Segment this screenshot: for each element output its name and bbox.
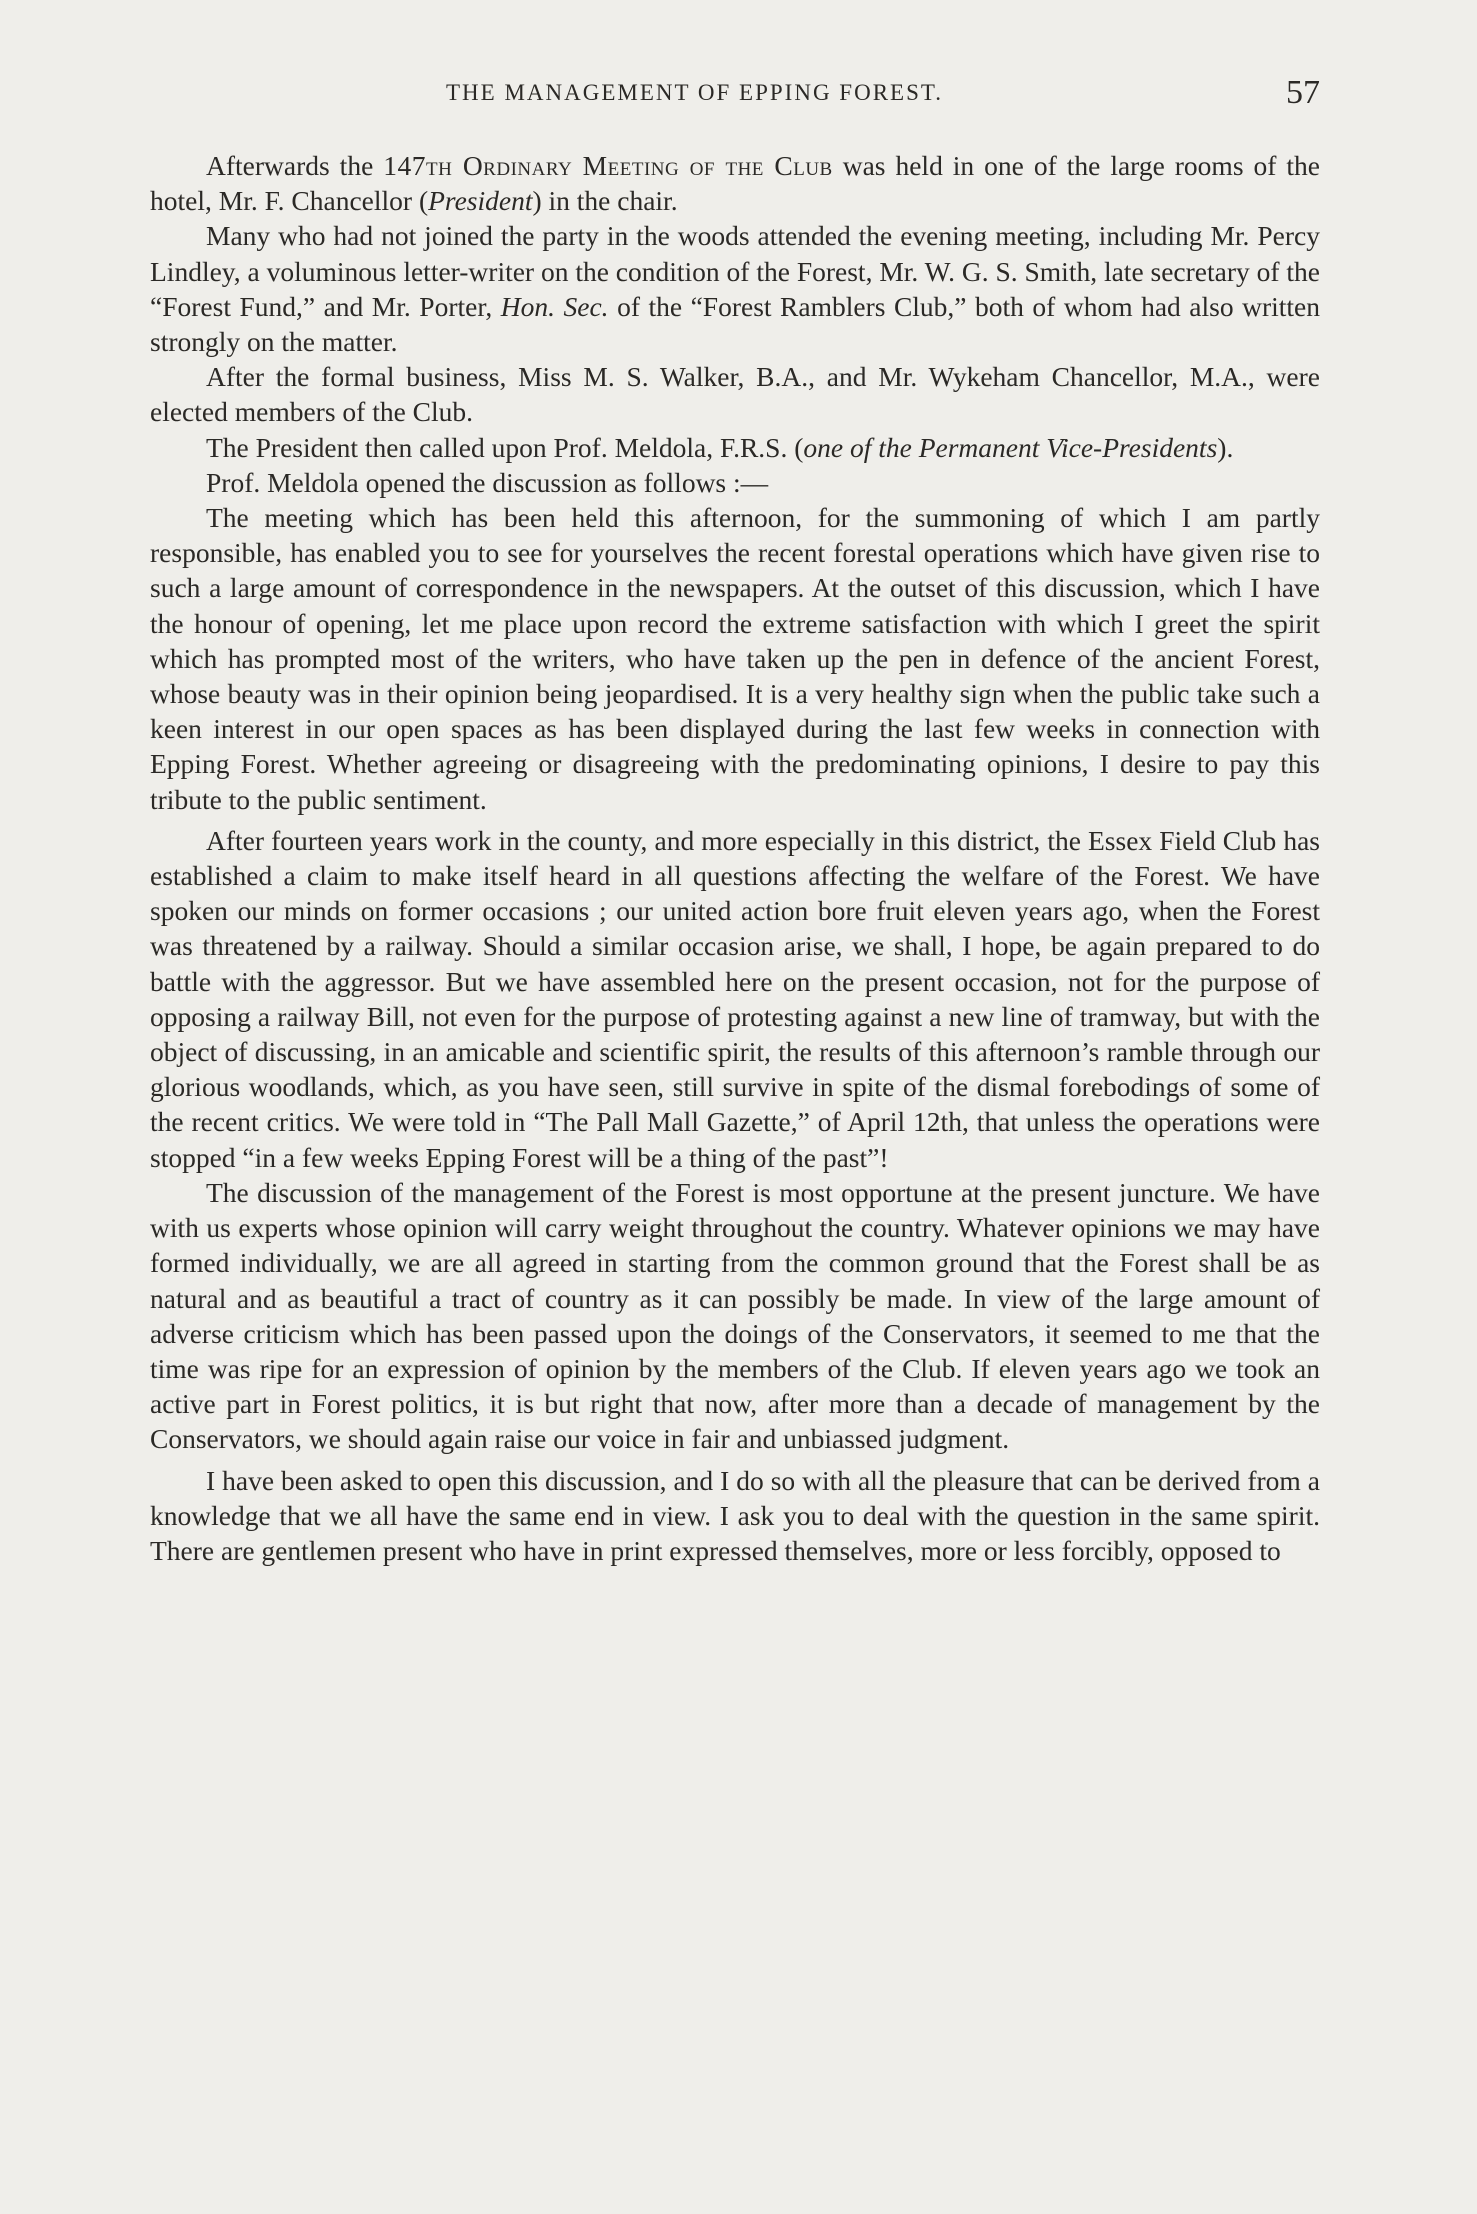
paragraph-text: Afterwards the xyxy=(206,150,384,181)
running-head xyxy=(150,74,1320,120)
paragraph-field-club: After fourteen years work in the county, and more especially in this district, the Essex Field Club has established a claim to make itself heard in all questions affecting the welfare of the Forest. We have spoken our minds on former occasions ; our united action bore fruit eleven years ago, when the Forest was threatened by a railway. Should a similar occasion arise, we shall, I hope, be again prepared to do battle with the aggressor. But we have assembled here on the present occasion, not for the purpose of opposing a railway Bill, not even for the purpose of protesting against a new line of tramway, but with the object of discussing, in an amicable and scientific spirit, the results of this afternoon’s ramble through our glorious woodlands, which, as you have seen, still survive in spite of the dismal forebodings of some of the recent critics. We were told in “The Pall Mall Gazette,” of April 12th, that unless the operations were stopped “in a few weeks Epping Forest will be a thing of the past”! xyxy=(150,824,1320,1173)
paragraph-text: ). xyxy=(1217,431,1234,463)
body-text xyxy=(150,148,1320,1568)
paragraph-text: The President then called upon Prof. Meldola, F.R.S. ( xyxy=(206,431,804,463)
running-title: THE MANAGEMENT OF EPPING FOREST. xyxy=(446,80,943,105)
page-number: 57 xyxy=(1286,74,1320,111)
italic-text: President xyxy=(428,185,533,217)
paragraph-text: of the “Forest Ramblers Club,” both of whom had also written strongly on the matter. xyxy=(150,290,1320,358)
paragraph-attendees xyxy=(150,218,1320,359)
paragraph-text: Many who had not joined the party in the woods attended the evening meeting, including Mr. Percy Lindley, a voluminous letter-writer on the condition of the Forest, Mr. W. G. S. Smith, late secretary of the “Forest Fund,” and Mr. Porter, xyxy=(150,220,1321,322)
paragraph-closing: I have been asked to open this discussion, and I do so with all the pleasure that can be derived from a knowledge that we all have the same end in view. I ask you to deal with the question in the same spirit. There are gentlemen present who have in print expressed themselves, more or less forcibly, opposed to xyxy=(150,1464,1320,1566)
paragraph-elections: After the formal business, Miss M. S. Walker, B.A., and Mr. Wykeham Chancellor, M.A., were elected members of the Club. xyxy=(150,361,1320,428)
small-caps-text: 147th Ordinary Meeting of the Club xyxy=(383,150,833,181)
italic-text: Hon. Sec. xyxy=(500,290,609,322)
paragraph-text: was held in one of the large rooms of the hotel, Mr. F. Chancellor ( xyxy=(150,150,1320,217)
paragraph-opening: Prof. Meldola opened the discussion as follows :— xyxy=(206,466,769,498)
paragraph-meeting-remarks: The meeting which has been held this afternoon, for the summoning of which I am partly responsible, has enabled you to see for yourselves the recent forestal operations which have given rise to such a large amount of correspondence in the newspapers. At the outset of this discussion, which I have the honour of opening, let me place upon record the extreme satisfaction with which I greet the spirit which has prompted most of the writers, who have taken up the pen in defence of the ancient Forest, whose beauty was in their opinion being jeopardised. It is a very healthy sign when the public take such a keen interest in our open spaces as has been displayed during the last few weeks in connection with Epping Forest. Whether agreeing or disagreeing with the predominating opinions, I desire to pay this tribute to the public sentiment. xyxy=(150,502,1320,815)
paragraph-text: ) in the chair. xyxy=(532,185,678,217)
paragraph-discussion: The discussion of the management of the Forest is most opportune at the present juncture. We have with us experts whose opinion will carry weight throughout the country. Whatever opinions we may have formed individually, we are all agreed in starting from the common ground that the Forest shall be as natural and as beautiful a tract of country as it can possibly be made. In view of the large amount of adverse criticism which has been passed upon the doings of the Conservators, it seemed to me that the time was ripe for an expression of opinion by the members of the Club. If eleven years ago we took an active part in Forest politics, it is but right that now, after more than a decade of management by the Conservators, we should again raise our voice in fair and unbiassed judgment. xyxy=(150,1176,1320,1455)
paragraph-president-call xyxy=(150,430,1320,465)
paragraph-meeting xyxy=(150,148,1320,218)
italic-text: one of the Permanent Vice-Presidents xyxy=(803,431,1218,463)
